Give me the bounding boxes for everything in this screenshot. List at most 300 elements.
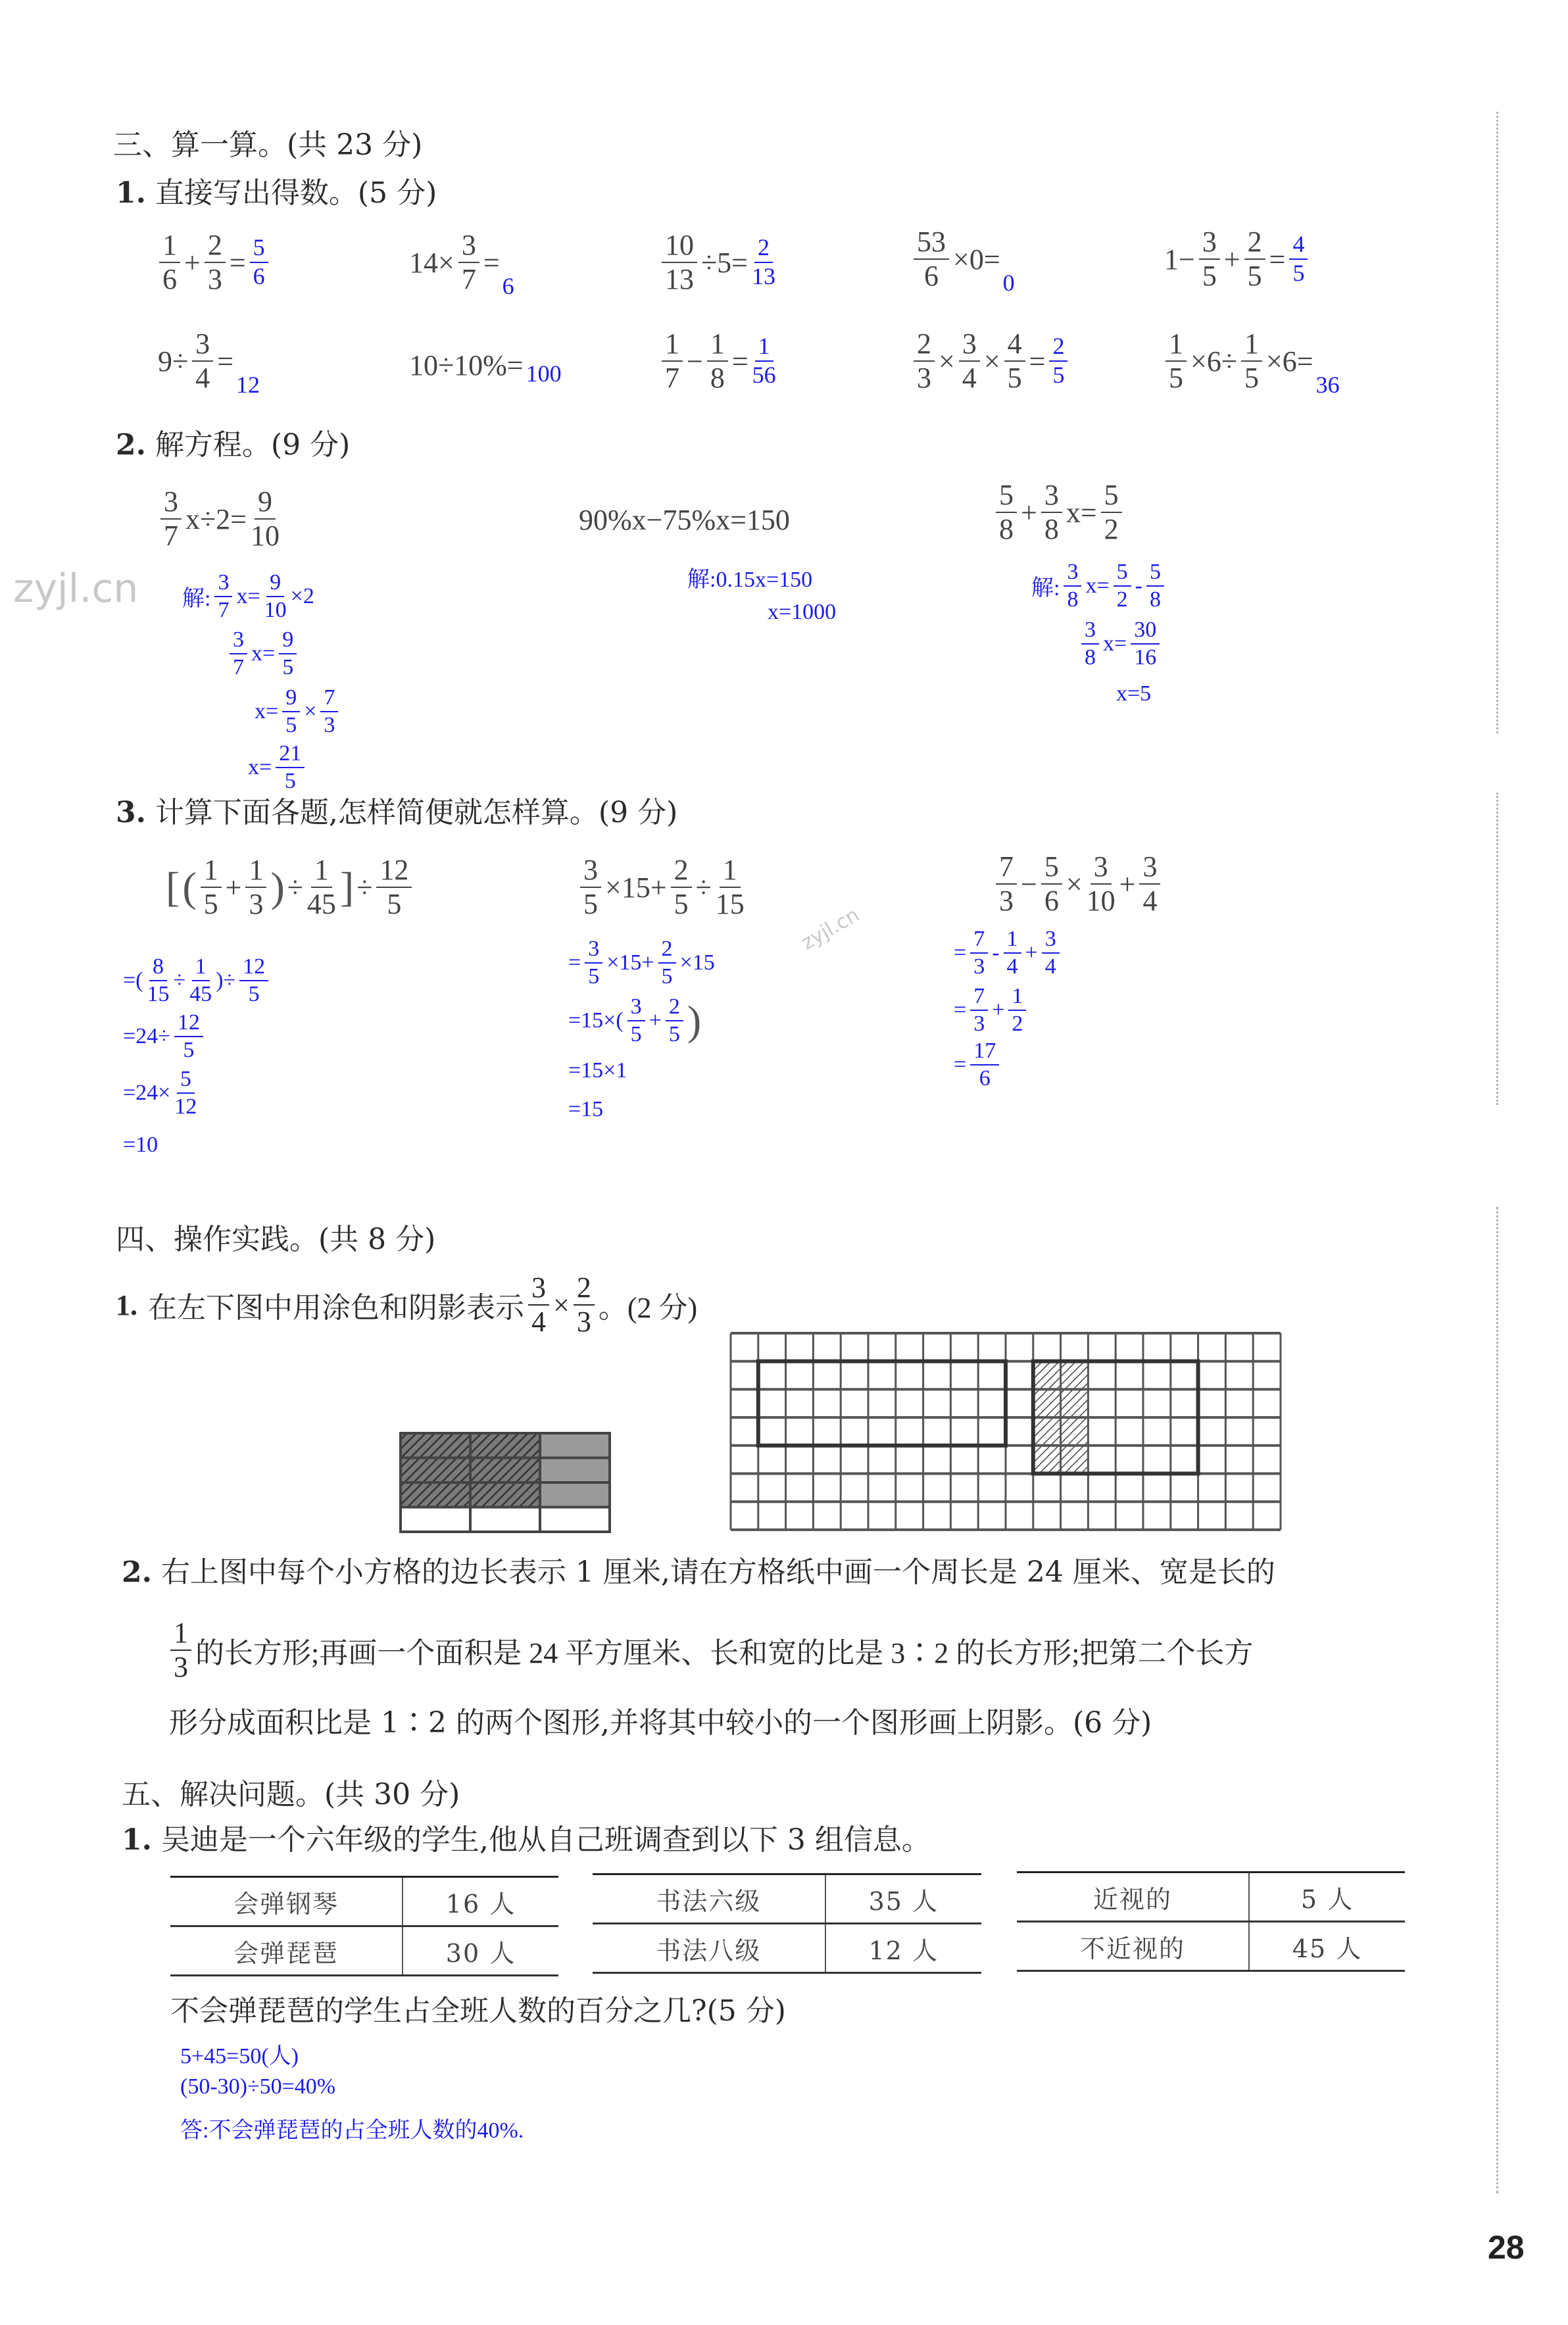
expression-text: 36 bbox=[1315, 372, 1340, 399]
expression-text: × bbox=[939, 345, 955, 378]
solution-step bbox=[122, 955, 271, 1006]
expression-text: + bbox=[225, 871, 242, 904]
answer bbox=[247, 235, 271, 289]
expression-text: x= bbox=[1066, 496, 1097, 529]
solution-step bbox=[567, 1058, 628, 1083]
answer bbox=[501, 272, 516, 300]
numerator: 30 bbox=[1131, 618, 1160, 645]
solution-step bbox=[952, 927, 1062, 978]
expression-text: + bbox=[649, 1008, 662, 1033]
denominator: 5 bbox=[630, 1021, 642, 1046]
expression-text: ÷ bbox=[356, 871, 373, 904]
fraction bbox=[159, 230, 180, 295]
figure-cell bbox=[401, 1458, 470, 1483]
denominator: 3 bbox=[973, 954, 985, 979]
table-cell: 会弹琵琶 bbox=[170, 1926, 403, 1976]
section-4-title: 四、操作实践。(共 8 分) bbox=[116, 1223, 436, 1256]
figure-cell bbox=[470, 1482, 540, 1507]
figure-cell bbox=[470, 1507, 540, 1532]
denominator: 4 bbox=[1006, 954, 1018, 979]
calc-item bbox=[408, 349, 563, 387]
denominator: 13 bbox=[665, 263, 694, 296]
numerator: 3 bbox=[230, 628, 247, 654]
numerator: 3 bbox=[192, 329, 213, 362]
solution-step bbox=[227, 628, 299, 679]
question-number: 1. bbox=[116, 176, 146, 210]
denominator: 45 bbox=[189, 981, 212, 1006]
table-cell: 近视的 bbox=[1017, 1872, 1249, 1922]
solution-step bbox=[122, 1011, 206, 1062]
denominator: 5 bbox=[1292, 260, 1305, 287]
fraction bbox=[914, 227, 949, 291]
figure-cell bbox=[470, 1433, 540, 1458]
answer bbox=[1002, 269, 1016, 297]
numerator: 2 bbox=[658, 937, 676, 964]
numerator: 1 bbox=[1008, 985, 1026, 1011]
numerator: 1 bbox=[159, 230, 180, 263]
expression-text: ×15 bbox=[679, 950, 715, 975]
numerator: 12 bbox=[376, 855, 412, 888]
fraction bbox=[914, 329, 935, 393]
fraction bbox=[160, 487, 182, 551]
fraction bbox=[189, 955, 212, 1006]
page-number: 28 bbox=[1488, 2229, 1525, 2266]
table-cell: 书法八级 bbox=[593, 1924, 825, 1973]
expression-text: = bbox=[483, 246, 500, 279]
expression-text: = bbox=[568, 950, 581, 975]
expression-text: = bbox=[954, 1052, 967, 1077]
question-2-text-line1 bbox=[122, 1557, 1275, 1588]
fraction bbox=[192, 329, 213, 393]
denominator: 7 bbox=[461, 263, 476, 296]
denominator: 5 bbox=[1244, 362, 1259, 395]
fraction bbox=[959, 329, 980, 393]
info-table-music bbox=[170, 1876, 558, 1976]
solution-step bbox=[952, 985, 1029, 1035]
numerator: 9 bbox=[255, 487, 276, 520]
question-2-heading bbox=[116, 428, 351, 462]
numerator: 2 bbox=[205, 230, 226, 263]
denominator: 7 bbox=[218, 597, 230, 622]
denominator: 8 bbox=[1067, 587, 1079, 612]
numerator: 9 bbox=[266, 571, 284, 597]
simplify-problem bbox=[577, 855, 747, 919]
numerator: 4 bbox=[1004, 329, 1025, 362]
denominator: 10 bbox=[250, 520, 280, 552]
fraction-figure bbox=[399, 1431, 612, 1534]
denominator: 45 bbox=[306, 888, 336, 921]
fraction bbox=[1139, 852, 1160, 916]
denominator: 13 bbox=[751, 263, 775, 290]
denominator: 4 bbox=[195, 362, 210, 395]
answer bbox=[1315, 371, 1341, 399]
table-row bbox=[170, 1926, 558, 1976]
expression-text: + bbox=[1119, 868, 1136, 900]
fraction bbox=[580, 855, 601, 919]
denominator: 7 bbox=[665, 362, 679, 395]
expression-text: =24÷ bbox=[123, 1023, 170, 1048]
expression-text: x= bbox=[255, 698, 279, 723]
numerator: 1 bbox=[311, 855, 332, 888]
table-cell: 16 人 bbox=[403, 1877, 558, 1926]
fraction bbox=[1165, 329, 1187, 393]
solution-step bbox=[686, 561, 814, 593]
expression-text: - bbox=[992, 940, 1000, 965]
expression-text: × bbox=[983, 345, 1000, 378]
denominator: 12 bbox=[174, 1094, 197, 1119]
expression-text: 9÷ bbox=[158, 345, 189, 378]
numerator: 3 bbox=[528, 1273, 549, 1306]
margin-dotted-line bbox=[1496, 1207, 1498, 2193]
calc-item bbox=[1163, 227, 1310, 291]
expression-text: =15×1 bbox=[568, 1058, 627, 1083]
fraction bbox=[264, 571, 287, 622]
rectangle-perimeter-24 bbox=[758, 1361, 1006, 1446]
numerator: 2 bbox=[754, 235, 773, 263]
square-grid-paper[interactable] bbox=[729, 1331, 1283, 1532]
denominator: 5 bbox=[387, 888, 402, 921]
expression-text: + bbox=[1223, 243, 1240, 276]
expression-text: =( bbox=[123, 967, 143, 992]
numerator: 9 bbox=[279, 628, 297, 654]
numerator: 5 bbox=[1146, 560, 1164, 587]
numerator: 3 bbox=[585, 937, 602, 964]
fraction bbox=[282, 686, 300, 737]
expression-text: 1− bbox=[1164, 243, 1195, 276]
figure-cell bbox=[401, 1507, 470, 1532]
denominator: 2 bbox=[1116, 587, 1128, 612]
fraction bbox=[250, 235, 268, 289]
expression-text: 100 bbox=[526, 360, 562, 387]
expression-text: = bbox=[229, 246, 246, 279]
table-cell: 35 人 bbox=[825, 1874, 981, 1924]
question-title: 吴迪是一个六年级的学生,他从自己班调查到以下 3 组信息。 bbox=[160, 1823, 931, 1857]
fraction bbox=[279, 628, 297, 679]
fraction bbox=[707, 329, 728, 393]
calc-item bbox=[911, 329, 1070, 393]
denominator: 6 bbox=[162, 263, 177, 296]
section-3-title: 三、算一算。(共 23 分) bbox=[113, 128, 423, 162]
expression-text: 0 bbox=[1002, 270, 1015, 297]
denominator: 5 bbox=[661, 964, 673, 989]
expression-text: ×0= bbox=[953, 243, 1000, 276]
fraction bbox=[214, 571, 232, 622]
solution-step bbox=[1115, 681, 1152, 706]
expression-text: + bbox=[992, 997, 1005, 1022]
numerator: 3 bbox=[214, 571, 232, 597]
calc-item bbox=[408, 229, 516, 300]
expression-text: ×15+ bbox=[605, 871, 667, 904]
denominator: 8 bbox=[1044, 513, 1059, 546]
expression-text: x= bbox=[1103, 631, 1127, 656]
expression-text: + bbox=[1021, 496, 1037, 529]
numerator: 1 bbox=[755, 334, 773, 362]
expression-text: ÷ bbox=[695, 871, 712, 904]
denominator: 6 bbox=[979, 1065, 991, 1090]
solution-step bbox=[253, 686, 341, 737]
expression-text: ] bbox=[339, 864, 355, 911]
numerator: 5 bbox=[1101, 480, 1122, 513]
numerator: 1 bbox=[707, 329, 728, 362]
solution-step bbox=[181, 571, 316, 622]
figure-cell bbox=[540, 1482, 610, 1507]
numerator: 2 bbox=[666, 995, 683, 1021]
fraction bbox=[1041, 480, 1062, 545]
answer bbox=[749, 235, 778, 289]
fraction bbox=[1114, 560, 1131, 611]
denominator: 5 bbox=[1247, 260, 1262, 293]
denominator: 7 bbox=[164, 520, 178, 552]
expression-text: 6 bbox=[502, 273, 514, 300]
denominator: 4 bbox=[1142, 885, 1158, 918]
numerator: 3 bbox=[1199, 227, 1220, 260]
fraction bbox=[376, 855, 412, 919]
expression-text: [ bbox=[166, 864, 180, 911]
denominator: 7 bbox=[233, 654, 244, 679]
expression-text: 12 bbox=[235, 372, 260, 399]
expression-text: ×6= bbox=[1265, 345, 1313, 378]
table-cell: 45 人 bbox=[1249, 1922, 1405, 1971]
expression-text: 解: bbox=[1031, 576, 1060, 601]
answer bbox=[235, 371, 261, 399]
numerator: 5 bbox=[1041, 852, 1062, 885]
question-title: 计算下面各题,怎样简便就怎样算。(9 分) bbox=[155, 796, 678, 829]
numerator: 1 bbox=[720, 855, 741, 888]
denominator: 6 bbox=[924, 260, 939, 293]
numerator: 1 bbox=[192, 955, 210, 981]
fraction bbox=[752, 235, 775, 289]
fraction bbox=[627, 995, 645, 1046]
expression-text: 解:0.15x=150 bbox=[687, 568, 813, 592]
denominator: 5 bbox=[1202, 260, 1217, 293]
info-table-eyesight bbox=[1017, 1871, 1405, 1972]
fraction bbox=[170, 1618, 191, 1682]
numerator: 1 bbox=[1241, 329, 1262, 362]
expression-text: ÷ bbox=[173, 967, 186, 992]
expression-text: = bbox=[1269, 243, 1286, 276]
answer bbox=[1046, 334, 1070, 388]
numerator: 3 bbox=[458, 230, 479, 263]
table-row bbox=[593, 1874, 981, 1924]
denominator: 5 bbox=[588, 964, 600, 989]
numerator: 7 bbox=[996, 852, 1017, 885]
fraction bbox=[201, 855, 222, 919]
expression-text: + bbox=[1025, 940, 1038, 965]
question-number: 3. bbox=[116, 796, 146, 829]
fraction bbox=[251, 487, 280, 551]
denominator: 5 bbox=[203, 888, 218, 921]
numerator: 7 bbox=[320, 686, 338, 712]
denominator: 15 bbox=[715, 888, 745, 921]
numerator: 17 bbox=[970, 1039, 999, 1065]
denominator: 6 bbox=[1044, 885, 1059, 918]
fraction bbox=[230, 628, 247, 679]
expression-text: =15×( bbox=[568, 1008, 624, 1033]
fraction bbox=[970, 1039, 999, 1090]
fraction bbox=[1008, 985, 1026, 1035]
question-1-heading bbox=[116, 176, 437, 210]
question-title: 直接写出得数。(5 分) bbox=[155, 176, 437, 210]
expression-text: =24× bbox=[123, 1080, 171, 1105]
fraction bbox=[662, 329, 683, 393]
table-row bbox=[1017, 1872, 1405, 1922]
calc-item bbox=[911, 226, 1016, 297]
fraction bbox=[970, 985, 988, 1035]
table-cell: 12 人 bbox=[825, 1924, 981, 1973]
denominator: 3 bbox=[324, 712, 335, 737]
watermark: zyjl.cn bbox=[797, 903, 864, 955]
expression-text: 90%x−75%x=150 bbox=[579, 504, 790, 536]
numerator: 1 bbox=[1004, 927, 1021, 954]
numerator: 3 bbox=[959, 329, 980, 362]
expression-text: + bbox=[184, 246, 201, 279]
fraction bbox=[574, 1273, 595, 1337]
denominator: 8 bbox=[1085, 645, 1096, 670]
fraction bbox=[752, 334, 776, 388]
denominator: 56 bbox=[752, 362, 776, 389]
expression-text: = bbox=[1029, 345, 1046, 378]
question-2-text-line3: 形分成面积比是 1∶2 的两个图形,并将其中较小的一个图形画上阴影。(6 分) bbox=[169, 1706, 1152, 1740]
question-number: 2. bbox=[116, 428, 146, 462]
numerator: 12 bbox=[239, 955, 268, 981]
fraction bbox=[528, 1273, 549, 1337]
solution-step bbox=[567, 995, 702, 1046]
fraction bbox=[658, 937, 676, 988]
fraction bbox=[174, 1067, 197, 1118]
numerator: 3 bbox=[580, 855, 601, 888]
question-number: 2. bbox=[122, 1555, 152, 1589]
denominator: 8 bbox=[999, 513, 1014, 546]
denominator: 3 bbox=[249, 888, 264, 921]
expression-text: − bbox=[687, 345, 703, 378]
denominator: 4 bbox=[962, 362, 977, 395]
fraction bbox=[585, 937, 602, 988]
question-2-text-line2 bbox=[168, 1618, 1254, 1682]
answer-line: (50-30)÷50=40% bbox=[180, 2074, 336, 2099]
expression-text: ) bbox=[270, 864, 285, 911]
numerator: 3 bbox=[627, 995, 645, 1021]
fraction bbox=[1041, 852, 1062, 916]
numerator: 1 bbox=[245, 855, 266, 888]
expression-text: x= bbox=[1085, 573, 1110, 598]
fraction bbox=[1087, 852, 1115, 916]
expression-text: ( bbox=[182, 864, 197, 911]
expression-text: 在左下图中用涂色和阴影表示 bbox=[148, 1292, 524, 1325]
numerator: 5 bbox=[250, 235, 268, 263]
margin-dotted-line bbox=[1496, 793, 1498, 1105]
numerator: 7 bbox=[970, 927, 988, 954]
numerator: 1 bbox=[201, 855, 222, 888]
fraction bbox=[1146, 560, 1164, 611]
fraction bbox=[662, 230, 697, 295]
table-row bbox=[1017, 1922, 1405, 1971]
figure-cell bbox=[401, 1433, 470, 1458]
fraction bbox=[970, 927, 988, 978]
fraction bbox=[996, 852, 1017, 916]
expression-text: - bbox=[1135, 573, 1142, 598]
question-1-heading bbox=[116, 1273, 698, 1337]
figure-cell bbox=[401, 1482, 470, 1507]
numerator: 4 bbox=[1289, 232, 1308, 260]
fraction bbox=[458, 230, 479, 295]
fraction bbox=[716, 855, 745, 919]
denominator: 3 bbox=[576, 1306, 591, 1338]
numerator: 53 bbox=[914, 227, 949, 260]
fraction bbox=[174, 1011, 203, 1062]
calc-item bbox=[659, 329, 779, 393]
numerator: 5 bbox=[1114, 560, 1131, 587]
denominator: 10 bbox=[1086, 885, 1115, 918]
numerator: 3 bbox=[1064, 560, 1081, 587]
answer bbox=[525, 360, 563, 387]
fraction bbox=[147, 955, 170, 1006]
denominator: 5 bbox=[668, 1021, 680, 1046]
denominator: 8 bbox=[1149, 587, 1161, 612]
fraction bbox=[239, 955, 268, 1006]
fraction bbox=[1241, 329, 1262, 393]
question-number: 1. bbox=[116, 1288, 137, 1321]
fraction bbox=[1004, 329, 1025, 393]
numerator: 1 bbox=[1165, 329, 1187, 362]
table-row bbox=[593, 1924, 981, 1973]
numerator: 2 bbox=[574, 1273, 595, 1306]
numerator: 2 bbox=[914, 329, 935, 362]
denominator: 16 bbox=[1134, 645, 1157, 670]
expression-text: ÷ bbox=[287, 871, 303, 904]
table-cell: 会弹钢琴 bbox=[170, 1877, 403, 1926]
expression-text: ×6÷ bbox=[1190, 345, 1237, 378]
expression-text: ×2 bbox=[290, 583, 314, 608]
numerator: 3 bbox=[160, 487, 182, 520]
expression-text: ×15+ bbox=[606, 950, 654, 975]
denominator: 5 bbox=[183, 1037, 195, 1062]
denominator: 5 bbox=[674, 888, 689, 921]
fraction bbox=[1244, 227, 1265, 291]
denominator: 5 bbox=[284, 768, 296, 793]
denominator: 3 bbox=[973, 1011, 985, 1036]
denominator: 8 bbox=[710, 362, 725, 395]
answer-line: 答:不会弹琵琶的占全班人数的40%. bbox=[180, 2118, 524, 2143]
figure-cell bbox=[470, 1458, 540, 1483]
simplify-problem bbox=[164, 855, 414, 919]
numerator: 21 bbox=[276, 742, 305, 768]
solution-step bbox=[122, 1067, 199, 1118]
equation bbox=[158, 487, 282, 551]
denominator: 5 bbox=[282, 654, 294, 679]
numerator: 3 bbox=[1090, 852, 1112, 885]
figure-cell bbox=[540, 1458, 610, 1483]
expression-text: 14× bbox=[409, 246, 454, 279]
fraction bbox=[671, 855, 692, 919]
expression-text: )÷ bbox=[216, 967, 236, 992]
expression-text: x=1000 bbox=[768, 600, 837, 624]
question-title: 解方程。(9 分) bbox=[155, 428, 351, 462]
fraction bbox=[245, 855, 266, 919]
expression-text: = bbox=[731, 345, 748, 378]
expression-text: 。(2 分) bbox=[598, 1292, 698, 1325]
fraction bbox=[1064, 560, 1081, 611]
question-3-heading bbox=[116, 798, 677, 827]
fraction bbox=[666, 995, 683, 1046]
fraction bbox=[996, 480, 1017, 545]
expression-text: 的长方形;再画一个面积是 24 平方厘米、长和宽的比是 3∶2 的长方形;把第二个长方 bbox=[195, 1637, 1254, 1670]
numerator: 5 bbox=[177, 1067, 195, 1094]
solution-step bbox=[766, 600, 837, 625]
answer-line: 5+45=50(人) bbox=[180, 2044, 299, 2068]
denominator: 5 bbox=[1169, 362, 1183, 395]
info-table-calligraphy bbox=[593, 1873, 981, 1974]
denominator: 2 bbox=[1012, 1011, 1023, 1036]
